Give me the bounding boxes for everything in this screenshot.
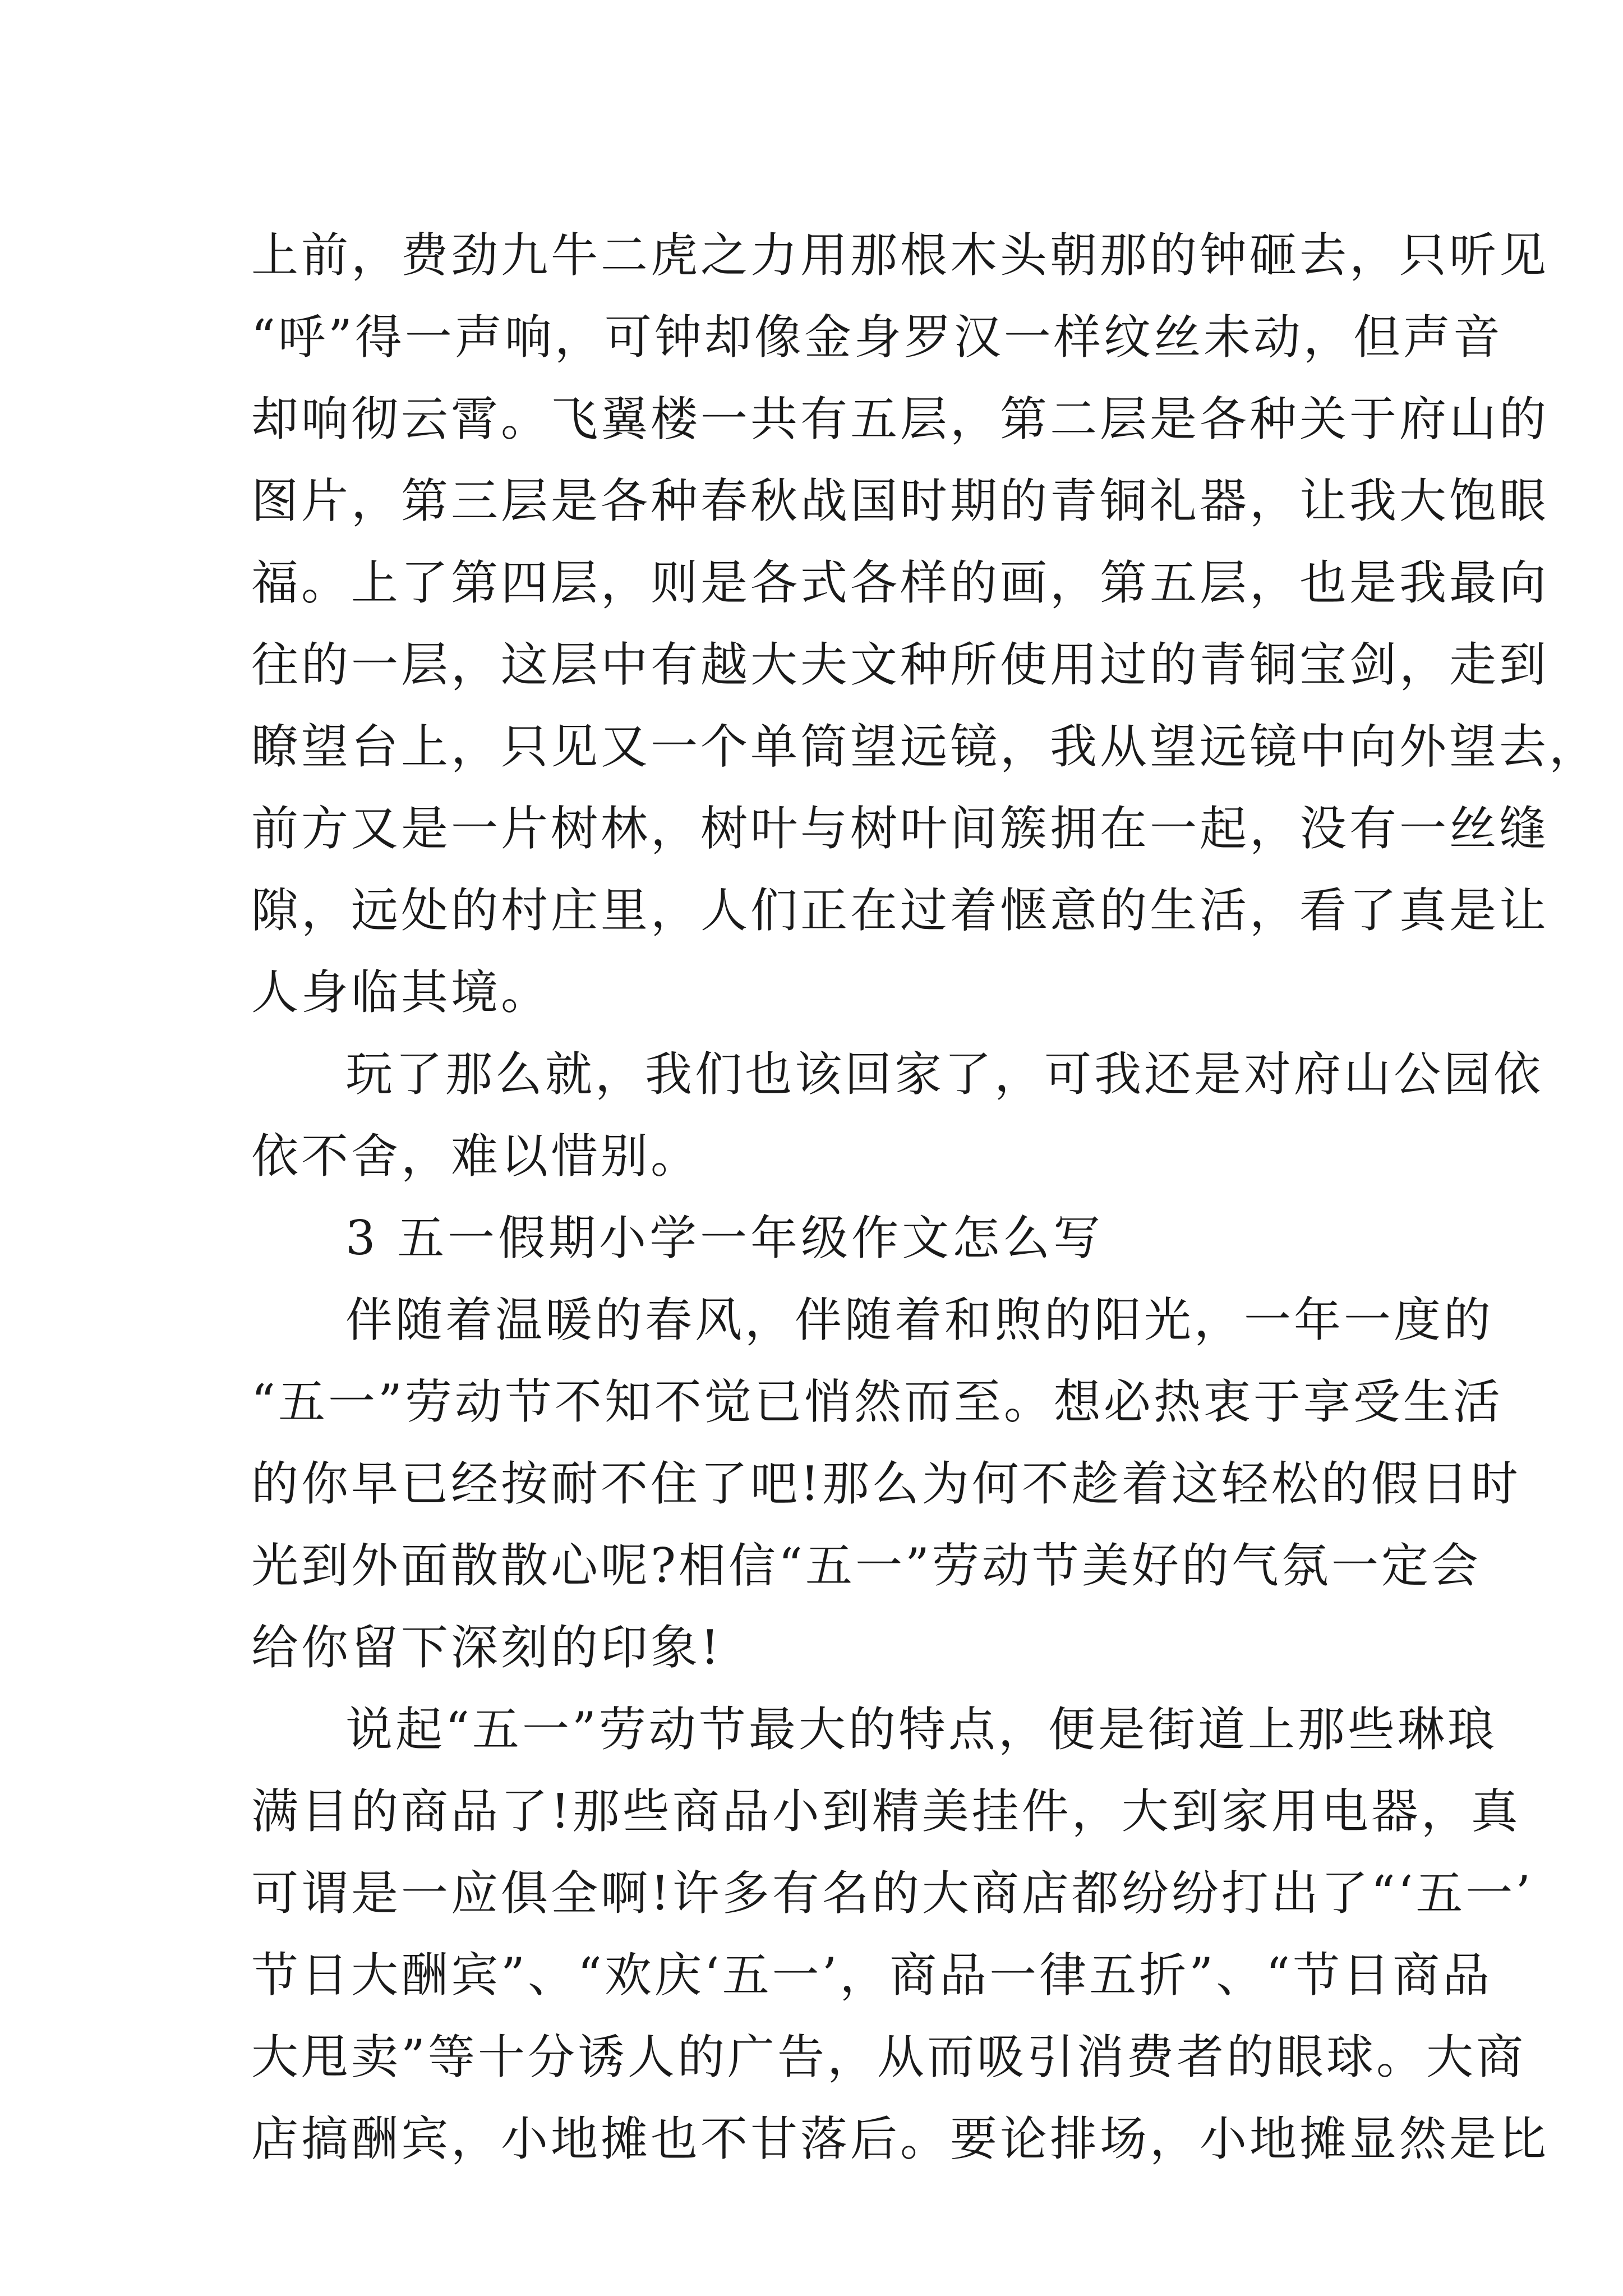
text-line: “五一”劳动节不知不觉已悄然而至。想必热衷于享受生活 [251, 1374, 1503, 1429]
text-line: 却响彻云霄。飞翼楼一共有五层，第二层是各种关于府山的 [251, 392, 1550, 447]
paragraph-start-line: 说起“五一”劳动节最大的特点，便是街道上那些琳琅 [345, 1702, 1497, 1757]
body-text [251, 214, 1599, 2180]
text-line: 图片，第三层是各种春秋战国时期的青铜礼器，让我大饱眼 [251, 473, 1550, 528]
text-line: 上前，费劲九牛二虎之力用那根木头朝那的钟砸去，只听见 [251, 228, 1550, 283]
paragraph-start-line: 玩了那么就，我们也该回家了，可我还是对府山公园依 [345, 1047, 1544, 1102]
text-line: 店搞酬宾，小地摊也不甘落后。要论排场，小地摊显然是比 [251, 2111, 1550, 2166]
text-line: 依不舍，难以惜别。 [251, 1129, 701, 1184]
paragraph-start-line: 伴随着温暖的春风，伴随着和煦的阳光，一年一度的 [345, 1292, 1494, 1347]
text-line: 大甩卖”等十分诱人的广告，从而吸引消费者的眼球。大商 [251, 2030, 1526, 2085]
text-line: 前方又是一片树林，树叶与树叶间簇拥在一起，没有一丝缝 [251, 801, 1550, 856]
text-line: 瞭望台上，只见又一个单筒望远镜，我从望远镜中向外望去， [251, 719, 1599, 774]
text-line: 光到外面散散心呢?相信“五一”劳动节美好的气氛一定会 [251, 1538, 1481, 1593]
text-line: 福。上了第四层，则是各式各样的画，第五层，也是我最向 [251, 555, 1550, 610]
text-line: 的你早已经按耐不住了吧!那么为何不趁着这轻松的假日时 [251, 1456, 1521, 1511]
section-heading: 3 五一假期小学一年级作文怎么写 [345, 1211, 1104, 1266]
text-line: 往的一层，这层中有越大夫文种所使用过的青铜宝剑，走到 [251, 637, 1550, 692]
text-line: 人身临其境。 [251, 965, 551, 1020]
text-line: 隙，远处的村庄里，人们正在过着惬意的生活，看了真是让 [251, 883, 1550, 938]
text-line: 节日大酬宾”、“欢庆‘五一’，商品一律五折”、“节日商品 [251, 1948, 1493, 2003]
text-line: 可谓是一应俱全啊!许多有名的大商店都纷纷打出了“‘五一’ [251, 1866, 1534, 1921]
text-line: 给你留下深刻的印象! [251, 1620, 722, 1675]
text-line: 满目的商品了!那些商品小到精美挂件，大到家用电器，真 [251, 1784, 1521, 1839]
text-line: “呼”得一声响，可钟却像金身罗汉一样纹丝未动，但声音 [251, 310, 1503, 365]
